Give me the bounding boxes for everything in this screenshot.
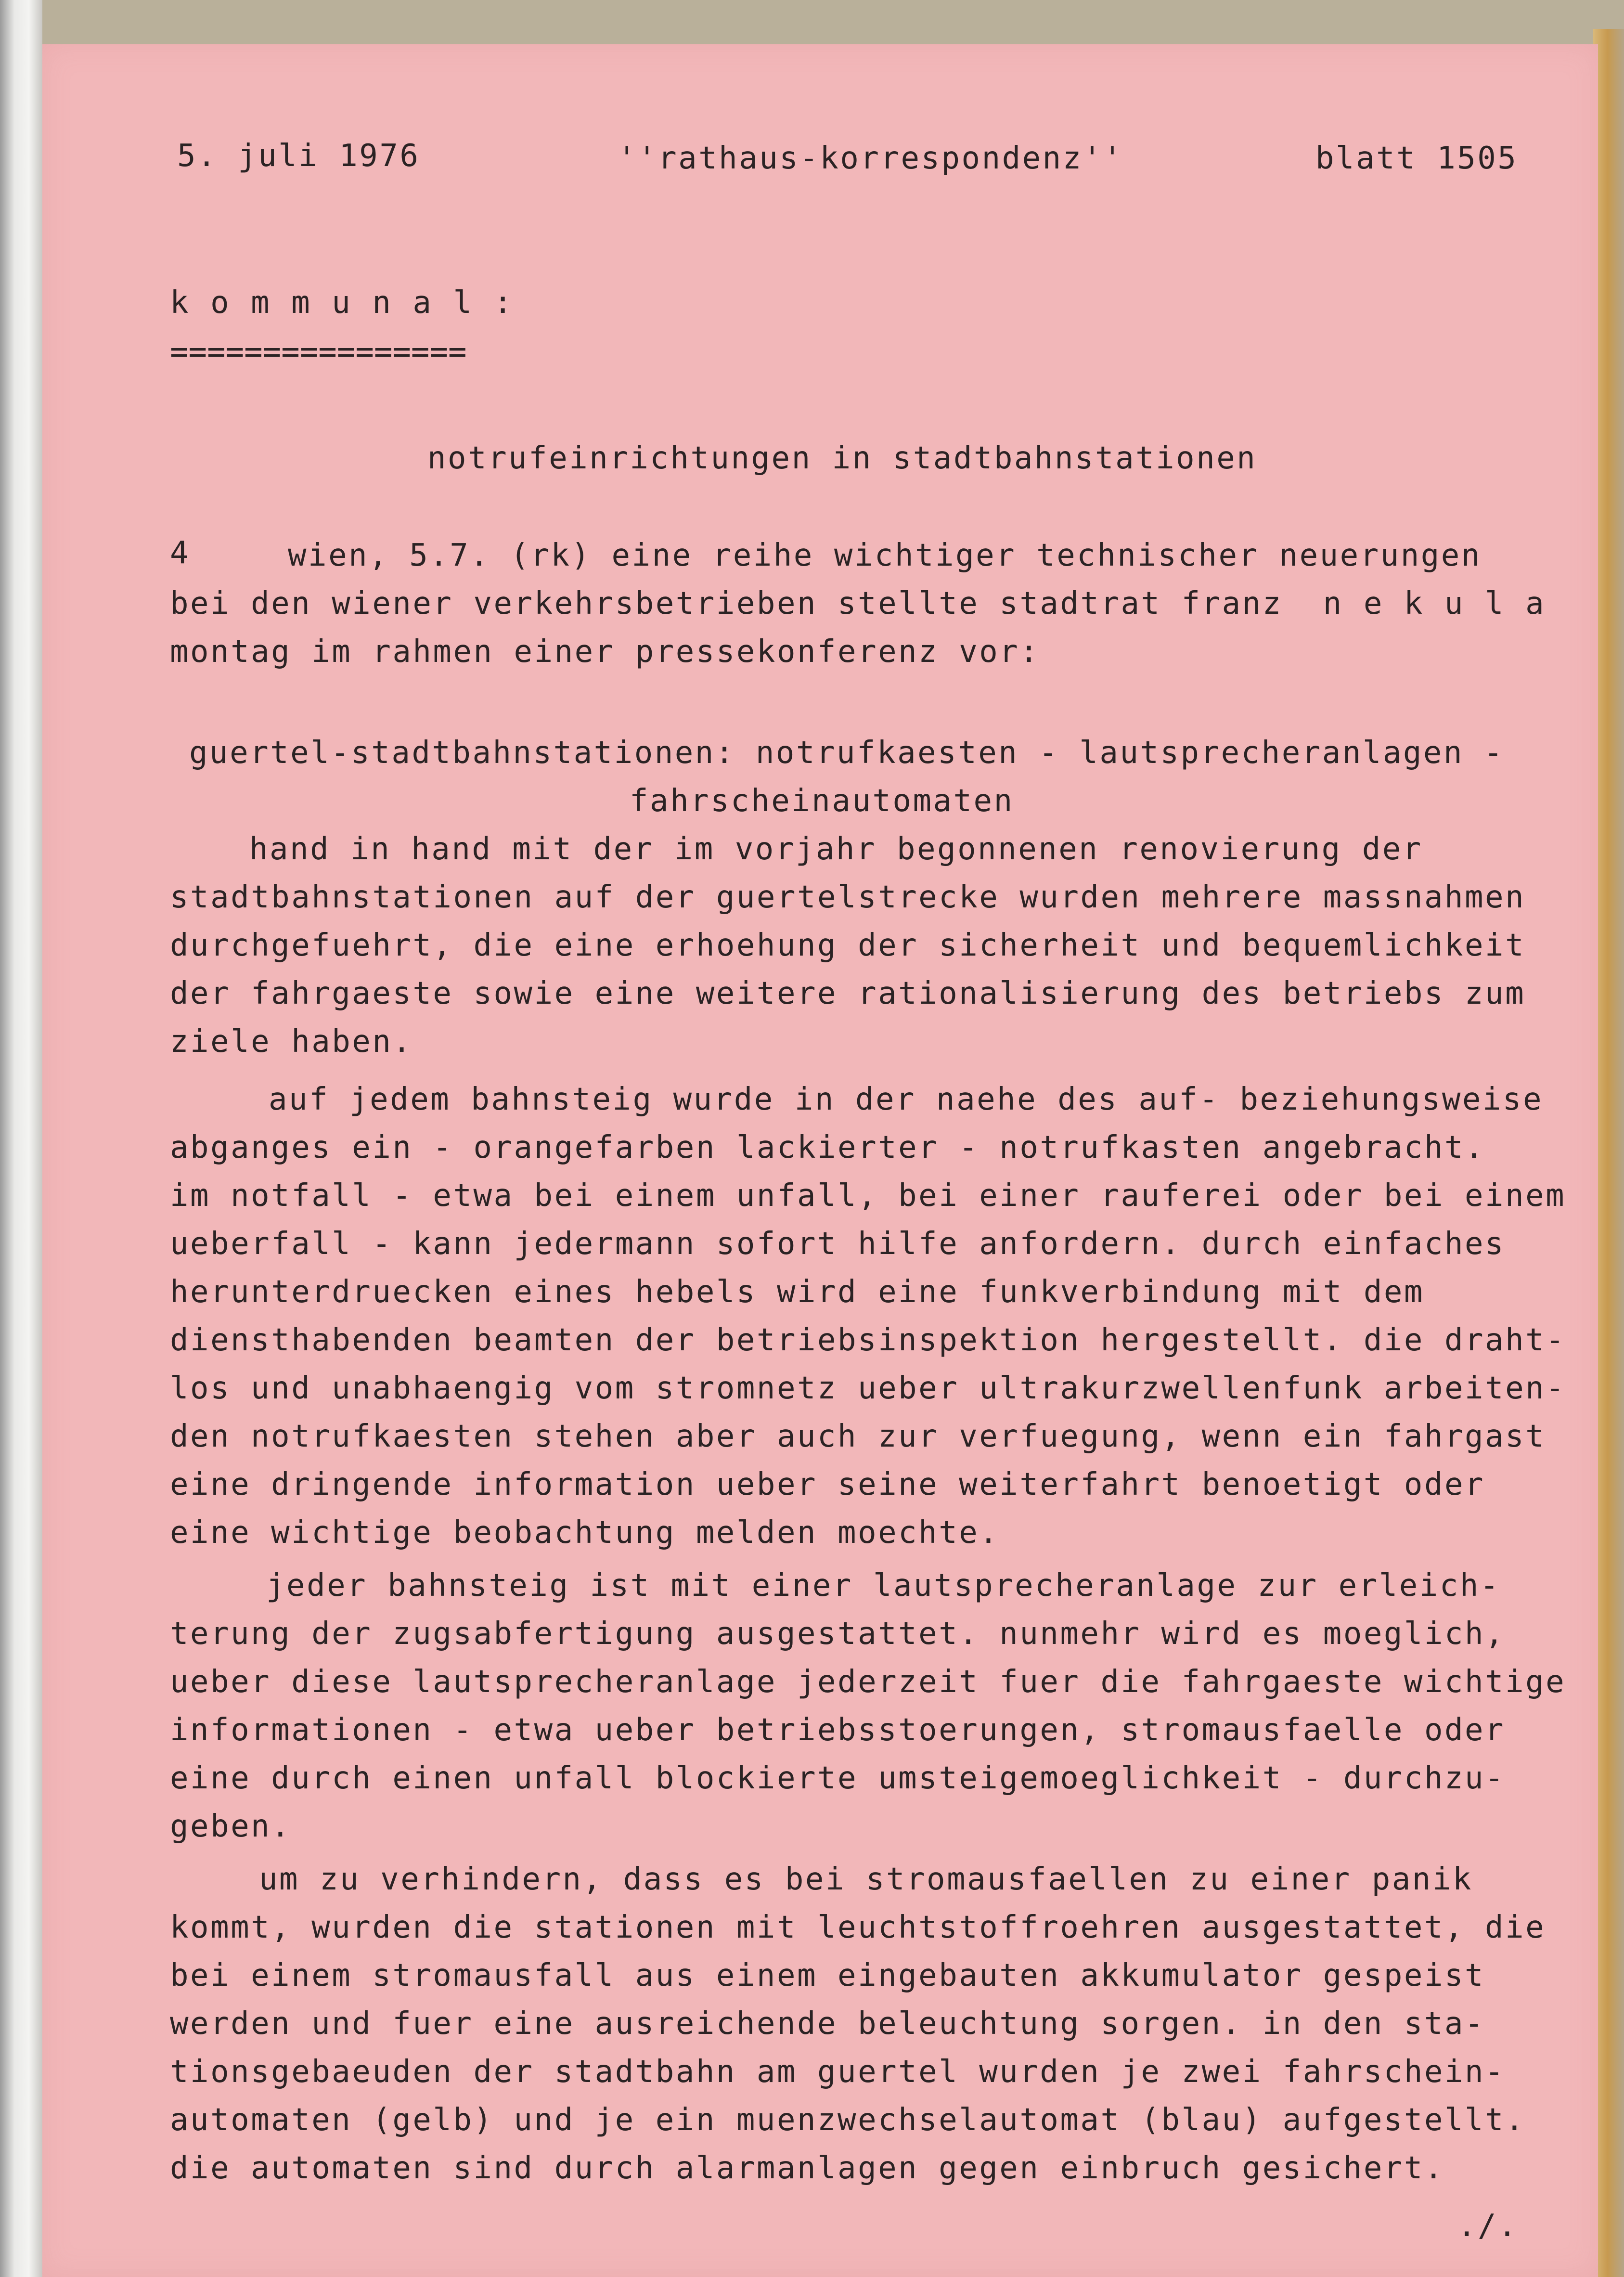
body-line: abganges ein - orangefarben lackierter - notrufkasten angebracht. <box>170 1130 1485 1165</box>
binder-edge <box>0 0 42 2277</box>
body-line: werden und fuer eine ausreichende beleuchtung sorgen. in den sta- <box>170 2006 1485 2042</box>
body-line: ueberfall - kann jedermann sofort hilfe anfordern. durch einfaches <box>170 1226 1506 1262</box>
body-line: durchgefuehrt, die eine erhoehung der sicherheit und bequemlichkeit <box>170 928 1526 963</box>
intro-line: montag im rahmen einer pressekonferenz vor: <box>170 634 1040 670</box>
intro-line: wien, 5.7. (rk) eine reihe wichtiger technischer neuerungen <box>288 538 1482 573</box>
body-line: die automaten sind durch alarmanlagen gegen einbruch gesichert. <box>170 2150 1444 2186</box>
body-line: geben. <box>170 1809 292 1844</box>
body-line: eine durch einen unfall blockierte umsteigemoeglichkeit - durchzu- <box>170 1760 1506 1796</box>
body-line: terung der zugsabfertigung ausgestattet. nunmehr wird es moeglich, <box>170 1616 1506 1652</box>
body-line: hand in hand mit der im vorjahr begonnenen renovierung der <box>249 831 1423 867</box>
body-line: herunterdruecken eines hebels wird eine funkverbindung mit dem <box>170 1274 1424 1310</box>
body-line: eine wichtige beobachtung melden moechte. <box>170 1515 1000 1551</box>
body-line: jeder bahnsteig ist mit einer lautsprecheranlage zur erleich- <box>266 1568 1500 1604</box>
body-line: ziele haben. <box>170 1024 413 1060</box>
body-line: diensthabenden beamten der betriebsinspektion hergestellt. die draht- <box>170 1322 1566 1358</box>
body-line: kommt, wurden die stationen mit leuchtstoffroehren ausgestattet, die <box>170 1910 1546 1945</box>
subheading-line: fahrscheinautomaten <box>630 783 1014 819</box>
subheading-line: guertel-stadtbahnstationen: notrufkaesten - lautsprecheranlagen - <box>189 735 1505 771</box>
section-underline: ================ <box>170 334 467 370</box>
document-page <box>42 44 1598 2277</box>
body-line: um zu verhindern, dass es bei stromausfaellen zu einer panik <box>259 1862 1473 1897</box>
body-line: den notrufkaesten stehen aber auch zur verfuegung, wenn ein fahrgast <box>170 1419 1546 1454</box>
body-line: los und unabhaengig vom stromnetz ueber ultrakurzwellenfunk arbeiten- <box>170 1371 1566 1406</box>
body-line: ueber diese lautsprecheranlage jederzeit fuer die fahrgaeste wichtige <box>170 1664 1566 1700</box>
item-number: 4 <box>170 535 191 571</box>
body-line: bei einem stromausfall aus einem eingebauten akkumulator gespeist <box>170 1958 1485 1993</box>
body-line: auf jedem bahnsteig wurde in der naehe des auf- beziehungsweise <box>269 1082 1543 1117</box>
continuation-mark: ./. <box>1457 2208 1519 2244</box>
body-line: informationen - etwa ueber betriebsstoerungen, stromausfaelle oder <box>170 1712 1506 1748</box>
header-publication: ''rathaus-korrespondenz'' <box>618 141 1123 176</box>
header-date: 5. juli 1976 <box>177 138 420 174</box>
header-sheet: blatt 1505 <box>1315 141 1518 176</box>
body-line: im notfall - etwa bei einem unfall, bei einer rauferei oder bei einem <box>170 1178 1566 1214</box>
body-line: tionsgebaeuden der stadtbahn am guertel wurden je zwei fahrschein- <box>170 2054 1506 2090</box>
body-line: der fahrgaeste sowie eine weitere rationalisierung des betriebs zum <box>170 976 1526 1011</box>
intro-line: bei den wiener verkehrsbetrieben stellte stadtrat franz n e k u l a <box>170 586 1546 621</box>
body-line: stadtbahnstationen auf der guertelstrecke wurden mehrere massnahmen <box>170 880 1526 915</box>
section-label: k o m m u n a l : <box>170 285 514 321</box>
article-title: notrufeinrichtungen in stadtbahnstationen <box>427 440 1257 476</box>
body-line: eine dringende information ueber seine weiterfahrt benoetigt oder <box>170 1467 1485 1502</box>
body-line: automaten (gelb) und je ein muenzwechselautomat (blau) aufgestellt. <box>170 2102 1526 2138</box>
